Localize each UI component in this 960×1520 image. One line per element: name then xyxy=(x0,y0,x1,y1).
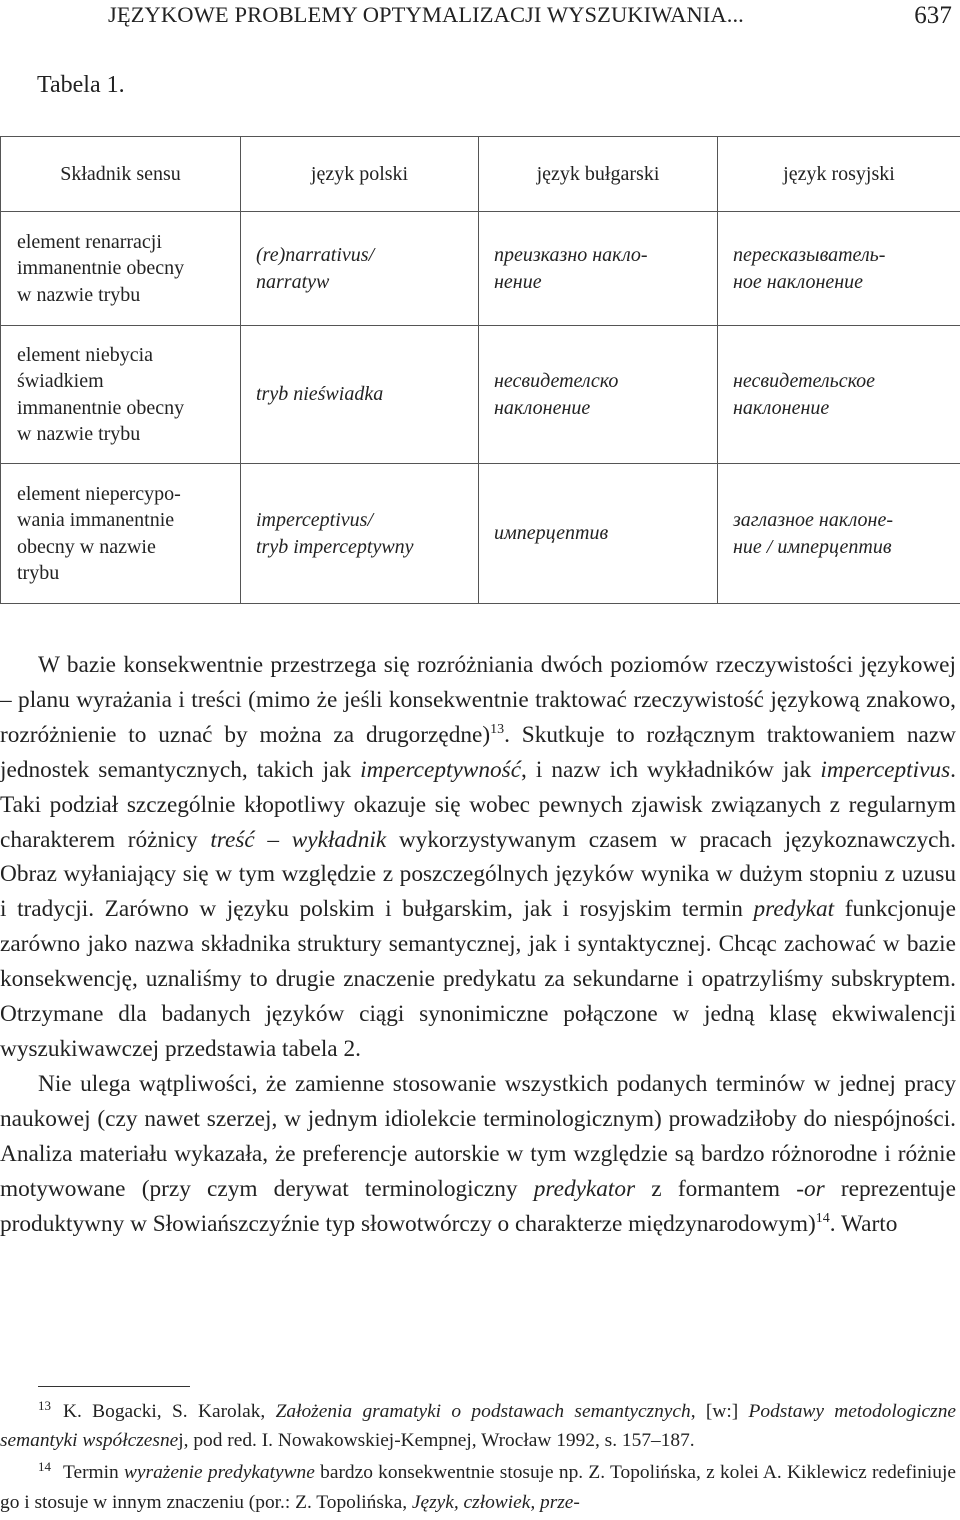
table-cell-polish: imperceptivus/ tryb imperceptywny xyxy=(256,507,478,560)
column-header: Składnik sensu xyxy=(1,137,241,212)
table-cell-bulgarian: имперцептив xyxy=(494,520,717,547)
column-header: język bułgarski xyxy=(479,137,718,212)
data-table xyxy=(0,136,960,604)
table-cell-bulgarian: несвидетелско наклонение xyxy=(494,368,717,421)
footnote-ref[interactable]: 14 xyxy=(816,1211,830,1226)
footnotes xyxy=(0,1397,956,1520)
table-header-row xyxy=(1,137,960,212)
table-cell-russian: заглазное наклоне- ние / имперцептив xyxy=(733,507,960,560)
paragraph: W bazie konsekwentnie przestrzega się rozróżniania dwóch poziomów rzeczywistości językowej – planu wyrażania i treści (mimo że jeśli konsekwentnie traktować rzeczywistość językową znakowo, rozróżnienie to uznać by można za drugorzędne)$^{13}$. Skutkuje to rozłącznym traktowaniem nazw jednostek semantycznych, takich jak imperceptywność, i nazw ich wykładników jak imperceptivus. Taki podział szczególnie kłopotliwy okazuje się wobec pewnych zjawisk związanych z regularnym charakterem różnicy treść – wykładnik wykorzystywanym czasem w pracach językoznawczych. Obraz wyłaniający się w tym względzie z poszczególnych języków wynika w dużym stopniu z uzusu i tradycji. Zarówno w języku polskim i bułgarskim, jak i rosyjskim termin predykat funkcjonuje zarówno jako nazwa składnika struktury semantycznej, jak i syntaktycznej. Chcąc zachować w bazie konsekwencję, uznaliśmy to drugie znaczenie predykatu za sekundarne i opatrzyliśmy subskryptem. Otrzymane dla badanych języków ciągi synonimiczne połączone w jedną klasę ekwiwalencji wyszukiwawczej przedstawia tabela 2. xyxy=(0,648,956,1067)
table-row xyxy=(1,326,960,464)
table-cell-russian: несвидетельское наклонение xyxy=(733,368,960,421)
footnote: $^{13}$ K. Bogacki, S. Karolak, Założenia gramatyki o podstawach semantycznych, [w:] Podstawy metodologiczne semantyki współczesnej, pod red. I. Nowakowskiej-Kempnej, Wrocław 1992, s. 157–187. xyxy=(0,1397,956,1455)
table-cell-component: element renarracji immanentnie obecny w nazwie trybu xyxy=(17,229,240,309)
footnote-ref[interactable]: 13 xyxy=(490,722,504,737)
column-header: język polski xyxy=(241,137,479,212)
table-row xyxy=(1,464,960,604)
table-caption: Tabela 1. xyxy=(37,72,125,99)
paragraph: Nie ulega wątpliwości, że zamienne stosowanie wszystkich podanych terminów w jednej pracy naukowej (czy nawet szerzej, w jednym idiolekcie terminologicznym) prowadziłoby do niespójności. Analiza materiału wykazała, że preferencje autorskie w tym względzie są bardzo różnorodne i różnie motywowane (przy czym derywat terminologiczny predykator z formantem -or reprezentuje produktywny w Słowiańszczyźnie typ słowotwórczy o charakterze międzynarodowym)$^{14}$. Warto xyxy=(0,1067,956,1242)
table-cell-component: element niebycia świadkiem immanentnie obecny w nazwie trybu xyxy=(17,342,240,448)
body-text xyxy=(0,648,956,1241)
table-cell-polish: (re)narrativus/ narratyw xyxy=(256,242,478,295)
footnote-separator xyxy=(38,1386,190,1387)
table-cell-polish: tryb nieświadka xyxy=(256,381,478,408)
column-header: język rosyjski xyxy=(718,137,960,212)
table-row xyxy=(1,212,960,326)
running-title: JĘZYKOWE PROBLEMY OPTYMALIZACJI WYSZUKIWANIA... xyxy=(108,2,744,28)
footnote: $^{14}$ Termin wyrażenie predykatywne bardzo konsekwentnie stosuje np. Z. Topolińska, z kolei A. Kiklewicz redefiniuje go i stosuje w innym znaczeniu (por.: Z. Topolińska, Język, człowiek, prze- xyxy=(0,1458,956,1516)
table-cell-bulgarian: преизказно накло- нение xyxy=(494,242,717,295)
page-number: 637 xyxy=(914,2,952,30)
table-cell-component: element niepercypo- wania immanentnie obecny w nazwie trybu xyxy=(17,481,240,587)
table-cell-russian: пересказыватель- ное наклонение xyxy=(733,242,960,295)
footnote-number: 13 xyxy=(38,1398,51,1413)
footnote-number: 14 xyxy=(38,1459,51,1474)
